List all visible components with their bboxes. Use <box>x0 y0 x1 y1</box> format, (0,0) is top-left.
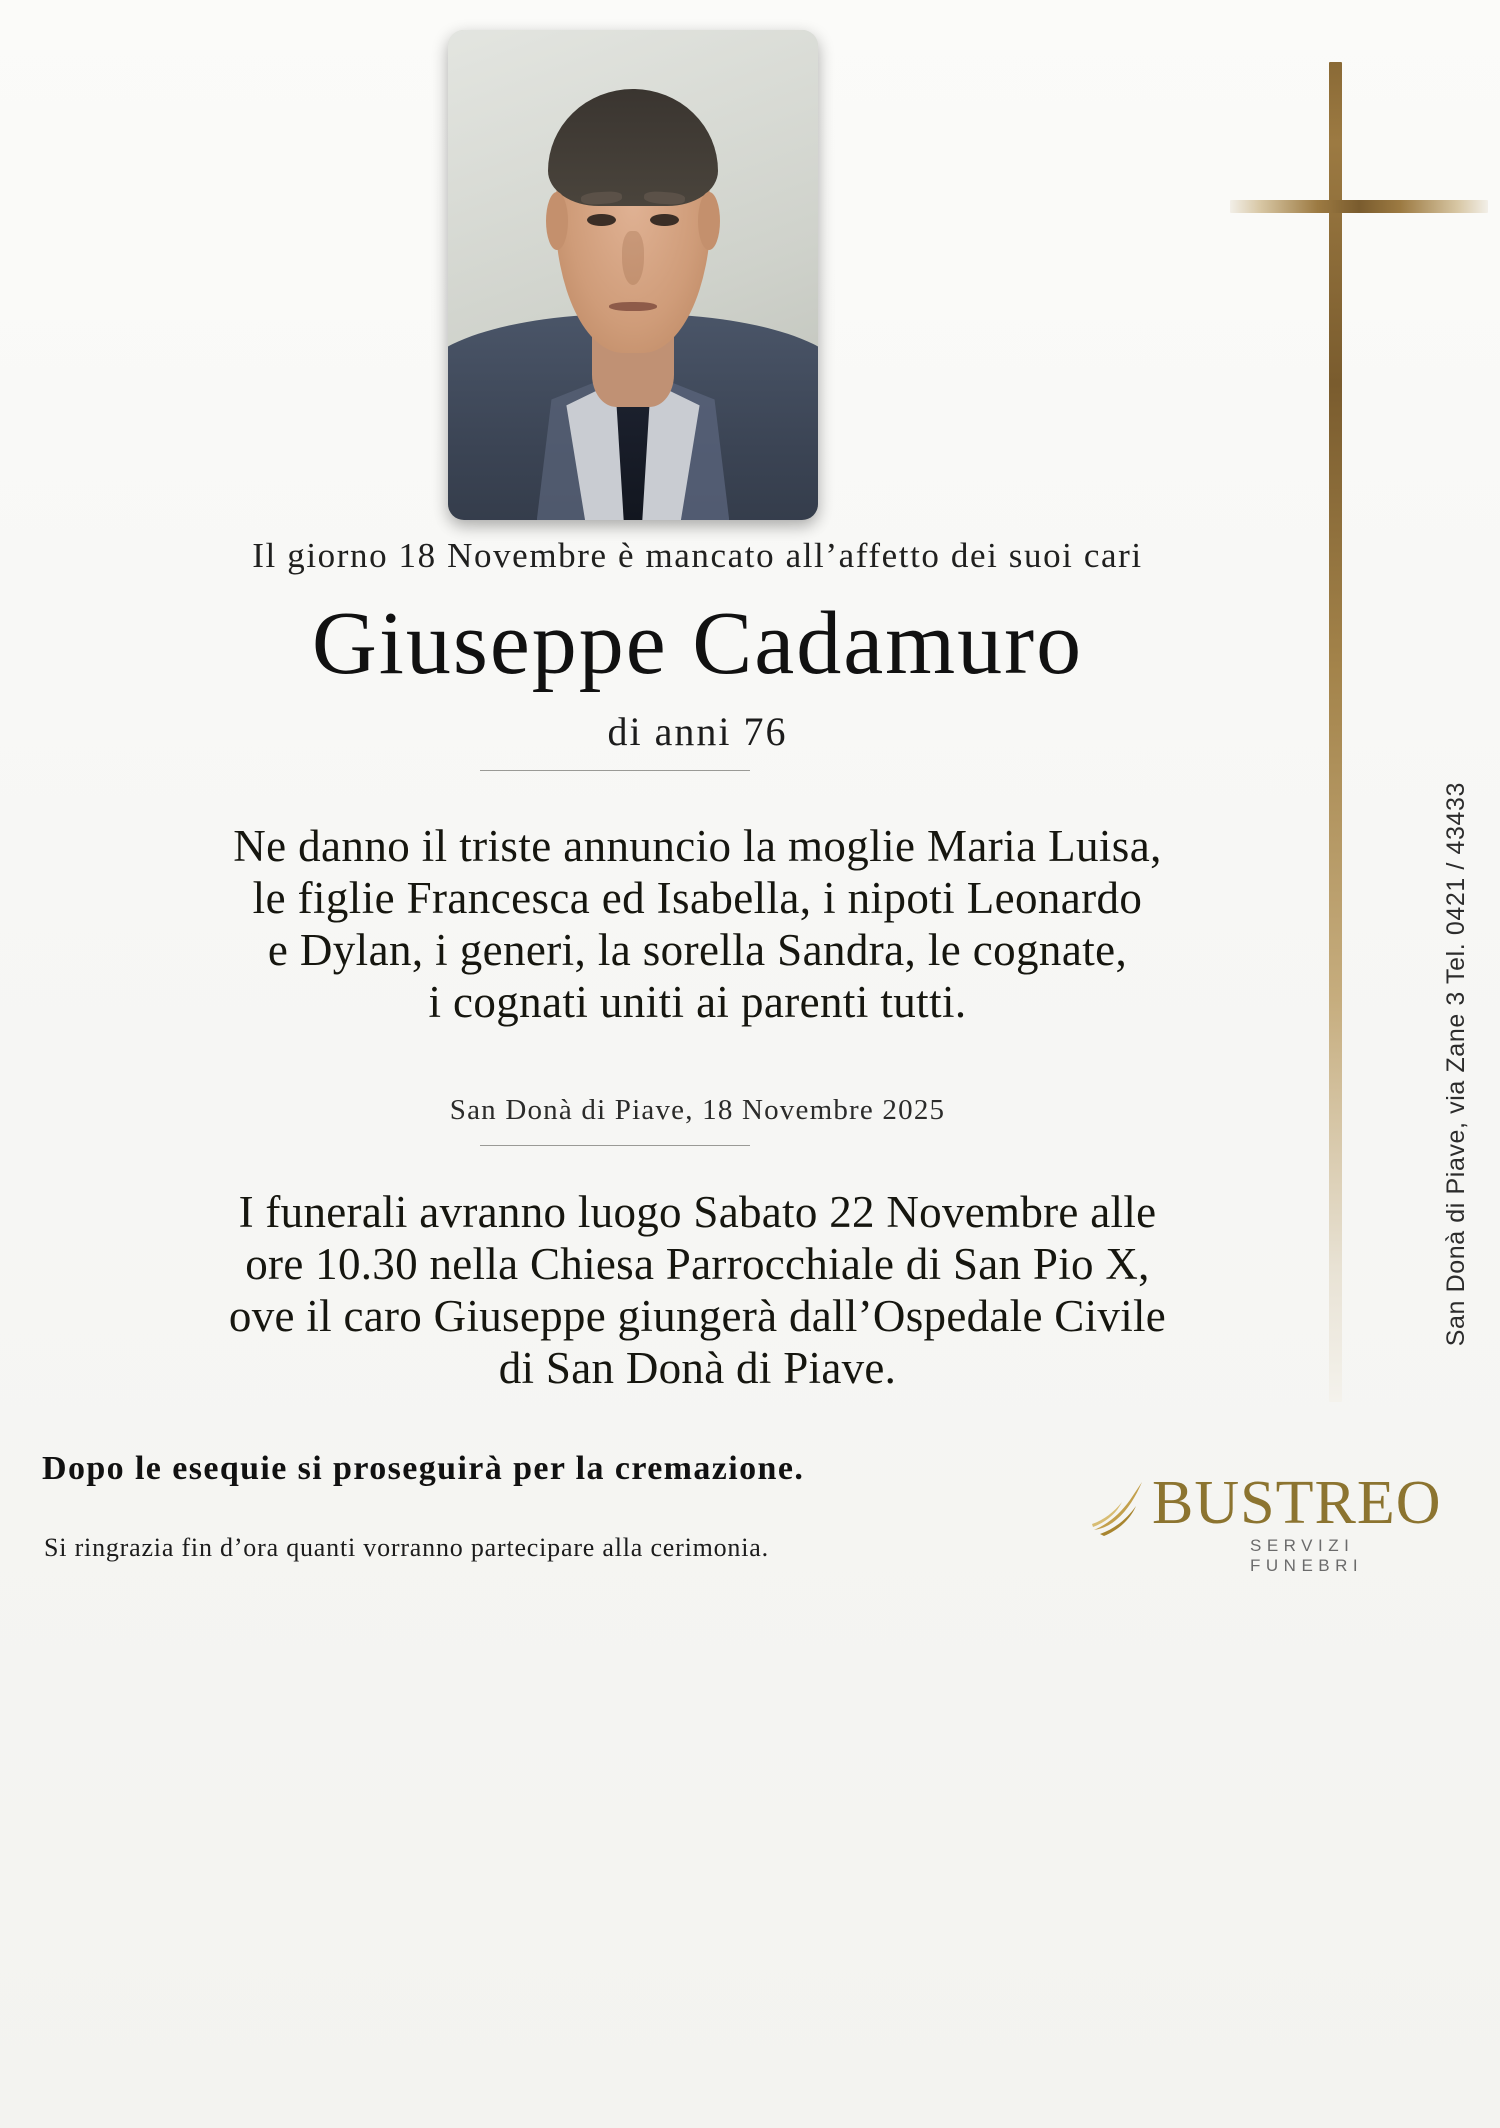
announcement-line: le figlie Francesca ed Isabella, i nipoti Leonardo <box>252 873 1143 923</box>
cross-icon <box>1255 40 1415 1420</box>
funeral-line: ore 10.30 nella Chiesa Parrocchiale di San Pio X, <box>245 1239 1150 1289</box>
age-text: di anni 76 <box>607 709 788 754</box>
announcement-block <box>28 820 1367 1028</box>
lead-text: Il giorno 18 Novembre è mancato all’affetto dei suoi cari <box>252 536 1143 575</box>
announcement-line: i cognati uniti ai parenti tutti. <box>428 977 967 1027</box>
company-logo <box>1090 1469 1442 1580</box>
funeral-details-block <box>28 1186 1367 1394</box>
thanks-note: Si ringrazia fin d’ora quanti vorranno partecipare alla cerimonia. <box>44 1533 769 1562</box>
funeral-line: I funerali avranno luogo Sabato 22 Novembre alle <box>238 1187 1157 1237</box>
deceased-name: Giuseppe Cadamuro <box>311 594 1084 693</box>
place-and-date: San Donà di Piave, 18 Novembre 2025 <box>449 1094 946 1126</box>
announcement-line: e Dylan, i generi, la sorella Sandra, le cognate, <box>267 925 1128 975</box>
portrait-nose <box>622 231 644 285</box>
brand-name: BUSTREO <box>1152 1469 1442 1537</box>
funeral-line: di San Donà di Piave. <box>498 1343 897 1393</box>
portrait-photo <box>448 30 818 520</box>
divider-rule-bottom <box>480 1145 750 1146</box>
funeral-line: ove il caro Giuseppe giungerà dall’Ospedale Civile <box>228 1291 1167 1341</box>
address-text: San Donà di Piave, via Zane 3 Tel. 0421 / 43433 <box>1441 781 1470 1347</box>
cremation-note: Dopo le esequie si proseguirà per la cremazione. <box>42 1450 805 1487</box>
divider-rule-top <box>480 770 750 771</box>
announcement-line: Ne danno il triste annuncio la moglie Maria Luisa, <box>233 821 1162 871</box>
brand-tagline: SERVIZI FUNEBRI <box>1250 1536 1364 1575</box>
cross-vertical-bar <box>1329 62 1342 1402</box>
wing-icon <box>1090 1480 1154 1538</box>
portrait-mouth <box>609 302 657 311</box>
address-band <box>1412 0 1500 2128</box>
portrait-ear-right <box>698 192 720 251</box>
